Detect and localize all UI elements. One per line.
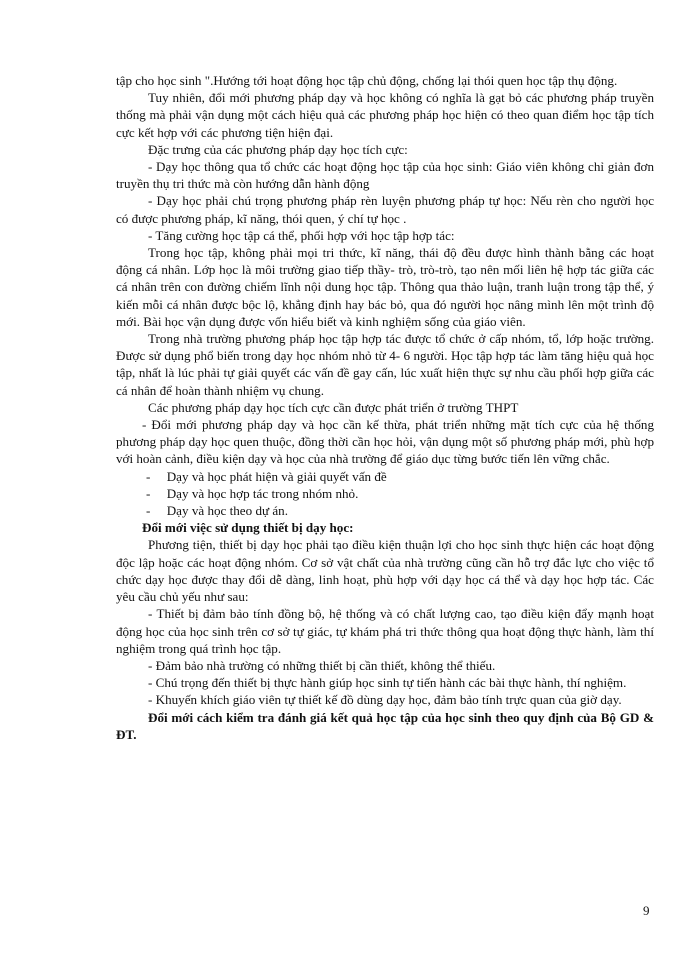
- section-heading-kiem-tra: Đổi mới cách kiểm tra đánh giá kết quả học tập của học sinh theo quy định của Bộ GD & ĐT.: [116, 709, 654, 742]
- list-item: - Dạy học thông qua tổ chức các hoạt động học tập của học sinh: Giáo viên không chỉ giản đơn truyền thụ tri thức mà còn hướng dẫn hành động: [116, 159, 654, 192]
- paragraph-doi-moi: - Đổi mới phương pháp dạy và học cần kế thừa, phát triển những mặt tích cực của hệ thống phương pháp dạy học quen thuộc, đồng thời cần học hỏi, vận dụng một số phương pháp mới, phù hợp với hoàn cảnh, điều kiện dạy và học của nhà trường để giáo dục từng bước tiến lên vững chắc.: [116, 417, 654, 467]
- list-item: - Khuyến khích giáo viên tự thiết kế đồ dùng dạy học, đảm bảo tính trực quan của giờ dạy.: [148, 692, 622, 708]
- page-number: 9: [643, 903, 650, 918]
- paragraph-phuong-tien: Phương tiện, thiết bị dạy học phải tạo điều kiện thuận lợi cho học sinh thực hiện các hoạt động độc lập hoặc các hoạt động nhóm. Cơ sở vật chất của nhà trường cũng cần hỗ trợ đắc lực cho việc tổ chức dạy học được thay đổi dễ dàng, linh hoạt, phù hợp với dạy học cá thể và dạy học hợp tác. Các yêu cầu chủ yếu như sau:: [116, 537, 654, 605]
- list-item: - Dạy học phải chú trọng phương pháp rèn luyện phương pháp tự học: Nếu rèn cho người học có được phương pháp, kĩ năng, thói quen, ý chí tự học .: [116, 193, 654, 226]
- paragraph-trong-hoc-tap: Trong học tập, không phải mọi tri thức, kĩ năng, thái độ đều được hình thành bằng các hoạt động cá nhân. Lớp học là môi trường giao tiếp thầy- trò, trò-trò, tạo nên mối liên hệ hợp tác giữa các cá nhân trên con đường chiếm lĩnh nội dung học tập. Thông qua thảo luận, tranh luận trong tập thể, ý kiến mỗi cá nhân được bộc lộ, khẳng định hay bác bỏ, qua đó người học nâng mình lên một trình độ mới. Bài học vận dụng được vốn hiểu biết và kinh nghiệm sống của giáo viên.: [116, 245, 654, 329]
- list-item: - Thiết bị đảm bảo tính đồng bộ, hệ thống và có chất lượng cao, tạo điều kiện đẩy mạnh hoạt động học của học sinh trên cơ sở tự giác, tự khám phá tri thức thông qua hoạt động thực hành, làm thí nghiệm trong quá trình học tập.: [116, 606, 654, 656]
- list-item: - Đảm bảo nhà trường có những thiết bị cần thiết, không thể thiếu.: [148, 657, 496, 673]
- paragraph-cac-phuong-phap: Các phương pháp dạy học tích cực cần được phát triển ở trường THPT: [148, 399, 519, 415]
- list-item: - Chú trọng đến thiết bị thực hành giúp học sinh tự tiến hành các bài thực hành, thí nghiệm.: [148, 675, 627, 691]
- section-heading-thiet-bi: Đổi mới việc sử dụng thiết bị dạy học:: [142, 520, 354, 536]
- list-item: - Dạy và học theo dự án.: [146, 503, 288, 519]
- list-item: - Dạy và học hợp tác trong nhóm nhỏ.: [146, 485, 359, 501]
- list-item: - Dạy và học phát hiện và giải quyết vấn đề: [146, 468, 387, 484]
- paragraph-trong-nha-truong: Trong nhà trường phương pháp học tập hợp tác được tổ chức ở cấp nhóm, tổ, lớp hoặc trường. Được sử dụng phổ biến trong dạy học nhóm nhỏ từ 4- 6 người. Học tập hợp tác làm tăng hiệu quả học tập, nhất là lúc phải tự giải quyết các vấn đề gay cấn, lúc xuất hiện thực sự nhu cầu phối hợp giữa các cá nhân để hoàn thành nhiệm vụ chung.: [116, 331, 654, 398]
- paragraph-tuy-nhien: Tuy nhiên, đổi mới phương pháp dạy và học không có nghĩa là gạt bỏ các phương pháp truyền thống mà phải vận dụng một cách hiệu quả các phương pháp học hiện có theo quan điểm học tập tích cực kết hợp với các phương tiện hiện đại.: [116, 90, 654, 140]
- list-item: - Tăng cường học tập cá thể, phối hợp với học tập hợp tác:: [148, 227, 455, 243]
- paragraph-dac-trung: Đặc trưng của các phương pháp dạy học tích cực:: [148, 141, 408, 157]
- page-body: [116, 72, 654, 743]
- paragraph-intro: tập cho học sinh ".Hướng tới hoạt động học tập chủ động, chống lại thói quen học tập thụ động.: [116, 73, 618, 88]
